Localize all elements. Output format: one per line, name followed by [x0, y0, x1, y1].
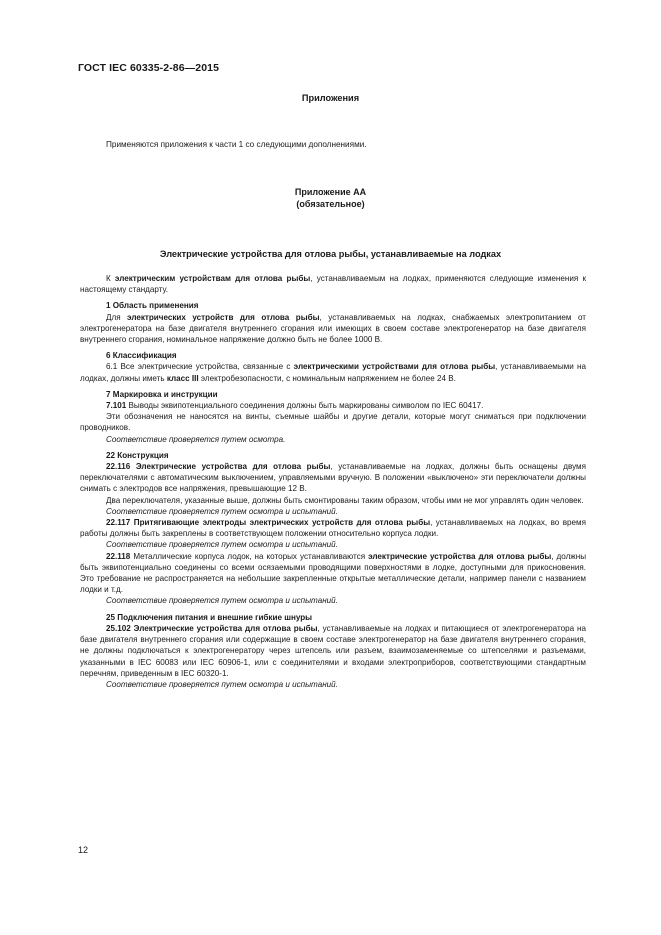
section-heading: [80, 300, 586, 311]
text-segment: Соответствие проверяется путем осмотра и испытаний.: [106, 506, 338, 516]
compliance-note: [80, 539, 586, 550]
appendices-title: Приложения: [301, 93, 360, 103]
paragraph: [80, 400, 586, 411]
paragraph: [80, 495, 586, 506]
bold-term: класс III: [166, 373, 199, 383]
bold-term: 22.116 Электрические устройства для отлова рыбы: [106, 462, 331, 472]
compliance-note: [80, 679, 586, 690]
section-heading: [80, 389, 586, 400]
paragraph: [80, 273, 586, 295]
annex-body: [80, 273, 586, 690]
text-segment: К: [106, 274, 115, 283]
annex-heading: [0, 186, 661, 210]
text-segment: , устанавливаемые на лодках, должны быть оснащены двумя переключателями с автоматическим выключением, управляемыми вручную. В положении «выключено» эти переключатели должны снимать с электродов все напряжения, превышающие 12 В.: [80, 462, 586, 494]
bold-term: 7.101: [106, 401, 127, 411]
bold-term: 22.117 Притягивающие электроды электрических устройств для отлова рыбы: [106, 518, 431, 528]
text-segment: , устанавливаемых на лодках, во время работы должны быть закреплены в соответствующем положении относительно корпуса лодки.: [80, 518, 586, 539]
text-segment: Выводы эквипотенциального соединения должны быть маркированы символом по IEC 60417.: [126, 401, 484, 411]
text-segment: 25 Подключения питания и внешние гибкие шнуры: [106, 612, 313, 622]
text-segment: , устанавливаемым на лодках, применяются следующие изменения к настоящему стандарту.: [80, 274, 586, 295]
section-heading: [80, 350, 586, 361]
standard-number: ГОСТ IEC 60335-2-86—2015: [78, 62, 220, 74]
text-segment: , устанавливаемыми на лодках, должны иметь: [80, 362, 586, 383]
compliance-note: [80, 506, 586, 517]
section-heading: [80, 612, 586, 623]
paragraph: [80, 361, 586, 383]
compliance-note: [80, 595, 586, 606]
text-segment: 6 Классификация: [106, 351, 177, 361]
text-segment: , устанавливаемые на лодках и питающиеся от электрогенератора на базе двигателя внутреннего сгорания или содержащие в своем составе электрогенератор на базе двигателя внутреннего сгорания, не должны подключаться к электрогенератору через штепсель или разъем, взаимозаменяемые со штепселями и разъемами, указанными в IEC 60083 или IEC 60906-1, или с соединителями и входами электроприборов, соответствующими стандартным перечням, приведенным в IEC 60320-1.: [80, 623, 586, 678]
bold-term: электрических устройств для отлова рыбы: [127, 312, 320, 322]
text-segment: Два переключателя, указанные выше, должны быть смонтированы таким образом, чтобы ими не мог управлять один человек.: [106, 495, 584, 505]
text-segment: электробезопасности, с номинальным напряжением не более 24 В.: [198, 373, 456, 383]
paragraph: [80, 551, 586, 596]
text-segment: Эти обозначения не наносятся на винты, съемные шайбы и другие детали, которые могут сниматься при подключении проводников.: [80, 412, 586, 433]
text-segment: 1 Область применения: [106, 301, 199, 311]
annex-label: Приложение АА: [294, 187, 367, 197]
paragraph: [80, 623, 586, 679]
section-heading: [80, 450, 586, 461]
bold-term: 22.118: [106, 551, 131, 561]
appendices-intro: Применяются приложения к части 1 со следующими дополнениями.: [106, 140, 367, 149]
text-segment: Для: [106, 312, 128, 322]
compliance-note: [80, 434, 586, 445]
annex-status: (обязательное): [296, 199, 365, 209]
page-number: 12: [78, 845, 89, 855]
paragraph: [80, 411, 586, 433]
bold-term: электрическим устройствам для отлова рыбы: [114, 274, 311, 283]
text-segment: 22 Конструкция: [106, 450, 169, 460]
paragraph: [80, 461, 586, 495]
text-segment: Соответствие проверяется путем осмотра и испытаний.: [106, 596, 338, 606]
bold-term: электрическими устройствами для отлова рыбы: [293, 362, 496, 372]
paragraph: [80, 517, 586, 539]
text-segment: , устанавливаемых на лодках, снабжаемых электропитанием от электрогенератора на базе двигателя внутреннего сгорания или имеющих в своем составе электрогенератор на базе двигателя внутреннего сгорания, номинальное напряжение должно быть не более 1000 В.: [80, 312, 586, 345]
text-segment: 6.1 Все электрические устройства, связанные с: [106, 362, 294, 372]
bold-term: электрические устройства для отлова рыбы: [368, 551, 552, 561]
text-segment: Соответствие проверяется путем осмотра.: [106, 434, 286, 444]
text-segment: 7 Маркировка и инструкции: [106, 389, 218, 399]
paragraph: [80, 312, 586, 346]
text-segment: , должны быть эквипотенциально соединены со всеми осязаемыми проводящими поверхностями в лодке, доступными для прикосновения. Это требование не распространяется на небольшие закрепленные открытые металлические детали, например панели с названием лодки и т.д.: [80, 551, 587, 595]
annex-title: Электрические устройства для отлова рыбы, устанавливаемые на лодках: [159, 249, 502, 259]
text-segment: Металлические корпуса лодок, на которых устанавливаются: [130, 551, 369, 561]
text-segment: Соответствие проверяется путем осмотра и испытаний.: [106, 540, 338, 550]
bold-term: 25.102 Электрические устройства для отлова рыбы: [106, 623, 318, 633]
text-segment: Соответствие проверяется путем осмотра и испытаний.: [106, 679, 338, 689]
